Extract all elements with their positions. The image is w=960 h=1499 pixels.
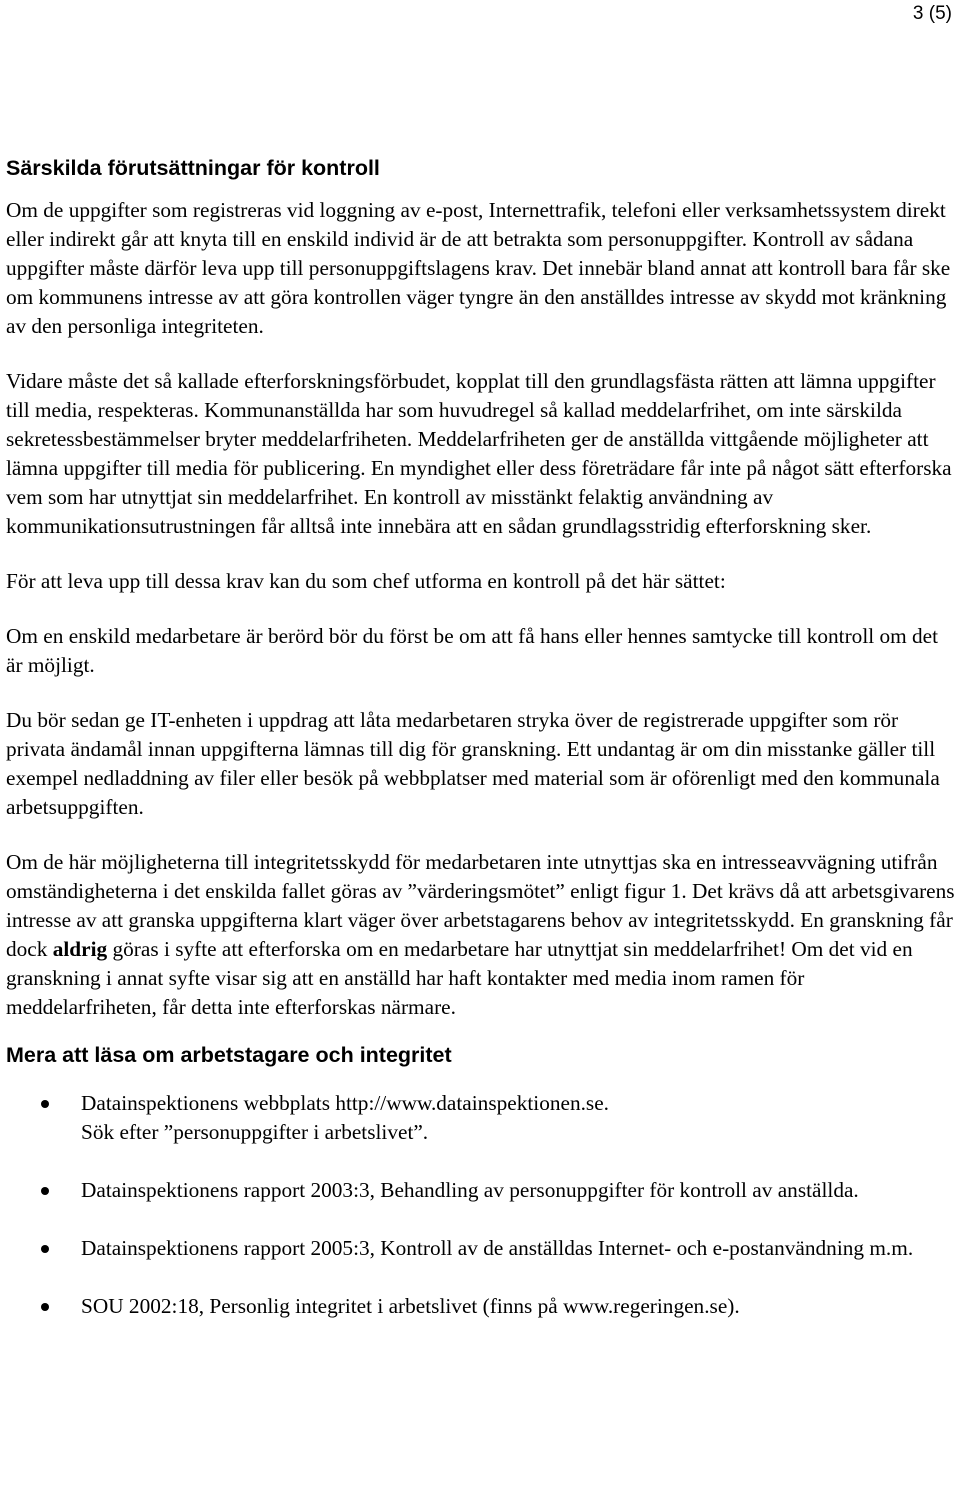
section-heading: Särskilda förutsättningar för kontroll bbox=[6, 156, 380, 180]
list-item bbox=[6, 1176, 956, 1205]
bullet-icon bbox=[41, 1303, 49, 1311]
paragraph-samtycke: Om en enskild medarbetare är berörd bör du först be om att få hans eller hennes samtycke till kontroll om det är möjligt. bbox=[6, 624, 939, 677]
bullet-icon bbox=[41, 1100, 49, 1108]
list-item bbox=[6, 1089, 956, 1147]
list-item bbox=[6, 1234, 956, 1263]
paragraph-intresseavvagning bbox=[6, 848, 956, 1022]
paragraph-it-enheten: Du bör sedan ge IT-enheten i uppdrag att låta medarbetaren stryka över de registrerade uppgifter som rör privata ändamål innan uppgifterna lämnas till dig för granskning. Ett undantag är om din misstanke gäller till exempel nedladdning av filer eller besök på webbplatser med material som är oförenligt med den kommunala arbetsuppgiften. bbox=[6, 708, 940, 819]
list-item bbox=[6, 1292, 956, 1321]
paragraph-text: göras i syfte att efterforska om en medarbetare har utnyttjat sin meddelarfrihet! Om det vid en granskning i annat syfte visar sig att en anställd har haft kontakter med media inom ramen för meddelarfriheten, får detta inte efterforskas närmare. bbox=[6, 937, 913, 1019]
bullet-icon bbox=[41, 1245, 49, 1253]
section-heading: Mera att läsa om arbetstagare och integritet bbox=[6, 1043, 452, 1067]
emphasis-aldrig: aldrig bbox=[52, 937, 108, 961]
document-body bbox=[6, 154, 956, 1350]
paragraph-efterforskningsforbud: Vidare måste det så kallade efterforskningsförbudet, kopplat till den grundlagsfästa rätten att lämna uppgifter till media, respekteras. Kommunanställda har som huvudregel så kallad meddelarfrihet, om inte särskilda sekretessbestämmelser bryter meddelarfriheten. Meddelarfriheten ger de anställda vittgående möjligheter att lämna uppgifter till media för publicering. En myndighet eller dess företrädare får inte på något sätt efterforska vem som har utnyttjat sin meddelarfrihet. En kontroll av misstänkt felaktig användning av kommunikationsutrustningen får alltså inte innebära att en sådan grundlagsstridig efterforskning sker. bbox=[6, 369, 952, 538]
paragraph-text: Om de här möjligheterna till integritetsskydd för medarbetaren inte utnyttjas ska en intresseavvägning utifrån omständigheterna i det enskilda fallet göras av ”värderingsmötet” enligt figur 1. Det krävs då att arbetsgivarens intresse av att granska uppgifterna klart väger över arbetstagarens behov av integritetsskydd. En granskning får dock bbox=[6, 850, 955, 961]
list-item-text: Sök efter ”personuppgifter i arbetslivet”. bbox=[81, 1120, 429, 1144]
list-item-text: Datainspektionens webbplats http://www.datainspektionen.se. bbox=[81, 1091, 609, 1115]
bullet-icon bbox=[41, 1187, 49, 1195]
paragraph-personuppgifter: Om de uppgifter som registreras vid loggning av e-post, Internettrafik, telefoni eller verksamhetssystem direkt eller indirekt går att knyta till en enskild individ är de att betrakta som personuppgifter. Kontroll av sådana uppgifter måste därför leva upp till personuppgiftslagens krav. Det innebär bland annat att kontroll bara får ske om kommunens intresse av att göra kontrollen väger tyngre än den anställdes intresse av skydd mot kränkning av den personliga integriteten. bbox=[6, 198, 951, 338]
list-item-text: Datainspektionens rapport 2003:3, Behandling av personuppgifter för kontroll av anställda. bbox=[81, 1178, 859, 1202]
paragraph-utforma-kontroll: För att leva upp till dessa krav kan du som chef utforma en kontroll på det här sättet: bbox=[6, 569, 726, 593]
list-item-text: Datainspektionens rapport 2005:3, Kontroll av de anställdas Internet- och e-postanvändning m.m. bbox=[81, 1236, 914, 1260]
list-item-text: SOU 2002:18, Personlig integritet i arbetslivet (finns på www.regeringen.se). bbox=[81, 1294, 740, 1318]
reading-list bbox=[6, 1089, 956, 1321]
page-number: 3 (5) bbox=[912, 3, 952, 24]
